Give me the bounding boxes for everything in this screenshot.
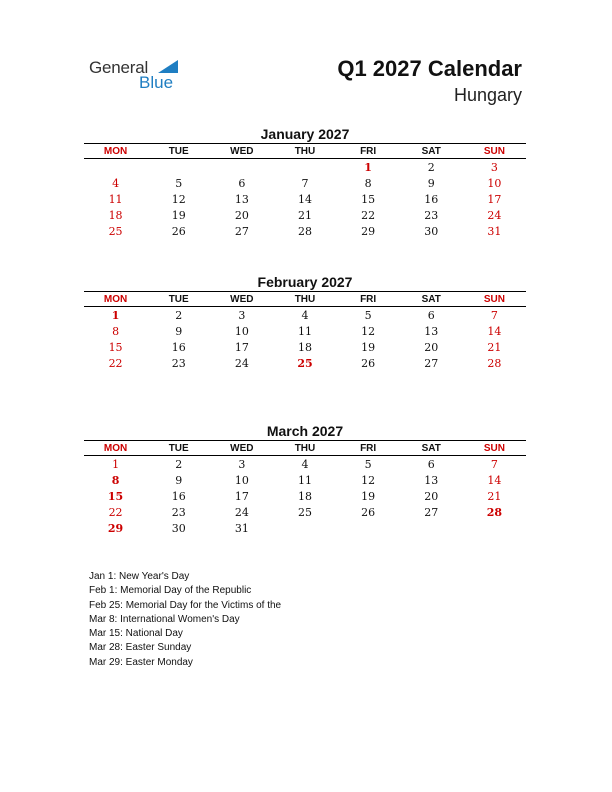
week-row [84, 339, 526, 355]
page-title: Q1 2027 Calendar [337, 56, 522, 81]
weekday-header: MON [84, 292, 147, 307]
day-cell: 5 [364, 308, 372, 322]
day-cell: 2 [427, 160, 435, 174]
weekday-header: MON [84, 441, 147, 456]
day-cell: 4 [112, 176, 120, 190]
day-cell: 9 [427, 176, 435, 190]
day-cell [147, 159, 210, 176]
day-cell: 22 [108, 356, 123, 370]
day-cell: 30 [424, 224, 439, 238]
day-cell: 19 [361, 340, 376, 354]
day-cell: 16 [424, 192, 439, 206]
day-cell: 24 [234, 356, 249, 370]
day-cell [400, 520, 463, 536]
weekday-header: WED [210, 144, 273, 159]
weekday-header: WED [210, 441, 273, 456]
day-cell: 15 [361, 192, 376, 206]
calendar-grid [84, 440, 526, 536]
day-cell: 26 [361, 505, 376, 519]
day-cell: 30 [171, 521, 186, 535]
holiday-item: Mar 28: Easter Sunday [89, 642, 192, 654]
day-cell: 12 [171, 192, 186, 206]
day-cell: 20 [424, 340, 439, 354]
weekday-header: TUE [147, 144, 210, 159]
week-row [84, 191, 526, 207]
month-title: March 2027 [266, 423, 344, 439]
day-cell: 17 [234, 489, 249, 503]
day-cell [84, 159, 147, 176]
week-row [84, 175, 526, 191]
calendar-grid [84, 291, 526, 371]
day-cell: 23 [171, 505, 186, 519]
day-cell: 5 [175, 176, 183, 190]
weekday-header: THU [273, 292, 336, 307]
weekday-header: FRI [337, 144, 400, 159]
day-cell: 25 [297, 356, 313, 370]
day-cell: 12 [361, 473, 376, 487]
logo-general-text: General [89, 58, 149, 77]
generalblue-logo [89, 58, 189, 94]
day-cell: 9 [175, 324, 183, 338]
day-cell: 27 [424, 356, 439, 370]
day-cell: 7 [301, 176, 309, 190]
day-cell: 15 [108, 340, 123, 354]
day-cell: 13 [424, 324, 439, 338]
week-row [84, 504, 526, 520]
day-cell: 19 [361, 489, 376, 503]
week-row [84, 207, 526, 223]
day-cell: 10 [487, 176, 502, 190]
weekday-header: SAT [400, 292, 463, 307]
weekday-header: SAT [400, 144, 463, 159]
day-cell: 6 [238, 176, 246, 190]
day-cell: 18 [108, 208, 123, 222]
month-february [84, 273, 526, 371]
day-cell: 11 [297, 473, 312, 487]
day-cell [210, 159, 273, 176]
day-cell: 25 [108, 224, 123, 238]
day-cell [463, 520, 526, 536]
weekday-header: FRI [337, 292, 400, 307]
holiday-list [89, 570, 281, 670]
day-cell: 18 [297, 340, 312, 354]
day-cell: 8 [112, 324, 120, 338]
week-row [84, 488, 526, 504]
day-cell: 20 [424, 489, 439, 503]
day-cell: 6 [427, 308, 435, 322]
day-cell: 14 [487, 324, 502, 338]
weekday-header: TUE [147, 292, 210, 307]
day-cell: 1 [364, 160, 372, 174]
day-cell: 16 [171, 489, 186, 503]
day-cell [273, 520, 336, 536]
calendar-grid [84, 143, 526, 239]
day-cell: 15 [107, 489, 124, 503]
day-cell: 8 [111, 473, 120, 487]
day-cell: 4 [301, 308, 309, 322]
week-row [84, 520, 526, 536]
weekday-header: SAT [400, 441, 463, 456]
day-cell: 29 [107, 521, 124, 535]
day-cell: 27 [234, 224, 249, 238]
day-cell: 6 [427, 457, 435, 471]
day-cell: 9 [175, 473, 183, 487]
day-cell: 3 [490, 160, 498, 174]
day-cell: 4 [301, 457, 309, 471]
weekday-header: SUN [463, 441, 526, 456]
weekday-header: WED [210, 292, 273, 307]
day-cell: 11 [297, 324, 312, 338]
holiday-item: Mar 8: International Women's Day [89, 613, 240, 625]
day-cell: 21 [487, 340, 502, 354]
weekday-header: THU [273, 144, 336, 159]
day-cell: 17 [234, 340, 249, 354]
weekday-header: SUN [463, 144, 526, 159]
day-cell: 20 [234, 208, 249, 222]
day-cell: 10 [234, 324, 249, 338]
week-row [84, 472, 526, 488]
day-cell: 1 [112, 457, 120, 471]
day-cell: 13 [424, 473, 439, 487]
day-cell: 23 [424, 208, 439, 222]
month-january [84, 125, 526, 239]
month-title: January 2027 [260, 126, 350, 142]
day-cell: 26 [361, 356, 376, 370]
day-cell: 16 [171, 340, 186, 354]
day-cell [337, 520, 400, 536]
day-cell: 13 [234, 192, 249, 206]
weekday-header: MON [84, 144, 147, 159]
weekday-header: FRI [337, 441, 400, 456]
week-row [84, 307, 526, 324]
day-cell: 8 [364, 176, 372, 190]
day-cell: 28 [486, 505, 503, 519]
weekday-header: TUE [147, 441, 210, 456]
week-row [84, 159, 526, 176]
holiday-item: Jan 1: New Year's Day [89, 571, 190, 582]
day-cell: 11 [108, 192, 123, 206]
day-cell: 24 [234, 505, 249, 519]
day-cell: 31 [234, 521, 249, 535]
day-cell: 14 [297, 192, 312, 206]
day-cell [273, 159, 336, 176]
day-cell: 29 [361, 224, 376, 238]
day-cell: 23 [171, 356, 186, 370]
week-row [84, 223, 526, 239]
day-cell: 28 [297, 224, 312, 238]
country-name: Hungary [453, 85, 522, 105]
weekday-header: THU [273, 441, 336, 456]
day-cell: 22 [361, 208, 376, 222]
day-cell: 21 [487, 489, 502, 503]
day-cell: 2 [175, 308, 183, 322]
day-cell: 31 [487, 224, 502, 238]
holiday-item: Mar 15: National Day [89, 628, 183, 640]
week-row [84, 355, 526, 371]
holiday-item: Feb 25: Memorial Day for the Victims of the [89, 599, 282, 611]
day-cell: 3 [238, 457, 246, 471]
day-cell: 12 [361, 324, 376, 338]
day-cell: 21 [297, 208, 312, 222]
week-row [84, 456, 526, 473]
month-march [84, 422, 526, 536]
day-cell: 18 [297, 489, 312, 503]
day-cell: 1 [111, 308, 120, 322]
day-cell: 2 [175, 457, 183, 471]
day-cell: 28 [487, 356, 502, 370]
weekday-header: SUN [463, 292, 526, 307]
week-row [84, 323, 526, 339]
day-cell: 3 [238, 308, 246, 322]
holiday-item: Mar 29: Easter Monday [89, 656, 193, 668]
day-cell: 10 [234, 473, 249, 487]
day-cell: 14 [487, 473, 502, 487]
day-cell: 19 [171, 208, 186, 222]
day-cell: 27 [424, 505, 439, 519]
day-cell: 5 [364, 457, 372, 471]
logo-flag-icon [158, 60, 178, 73]
day-cell: 17 [487, 192, 502, 206]
day-cell: 7 [490, 308, 498, 322]
day-cell: 24 [487, 208, 502, 222]
day-cell: 26 [171, 224, 186, 238]
day-cell: 25 [297, 505, 312, 519]
month-title: February 2027 [257, 274, 353, 290]
logo-blue-text: Blue [139, 73, 174, 92]
day-cell: 7 [490, 457, 498, 471]
day-cell: 22 [108, 505, 123, 519]
holiday-item: Feb 1: Memorial Day of the Republic [89, 585, 252, 597]
